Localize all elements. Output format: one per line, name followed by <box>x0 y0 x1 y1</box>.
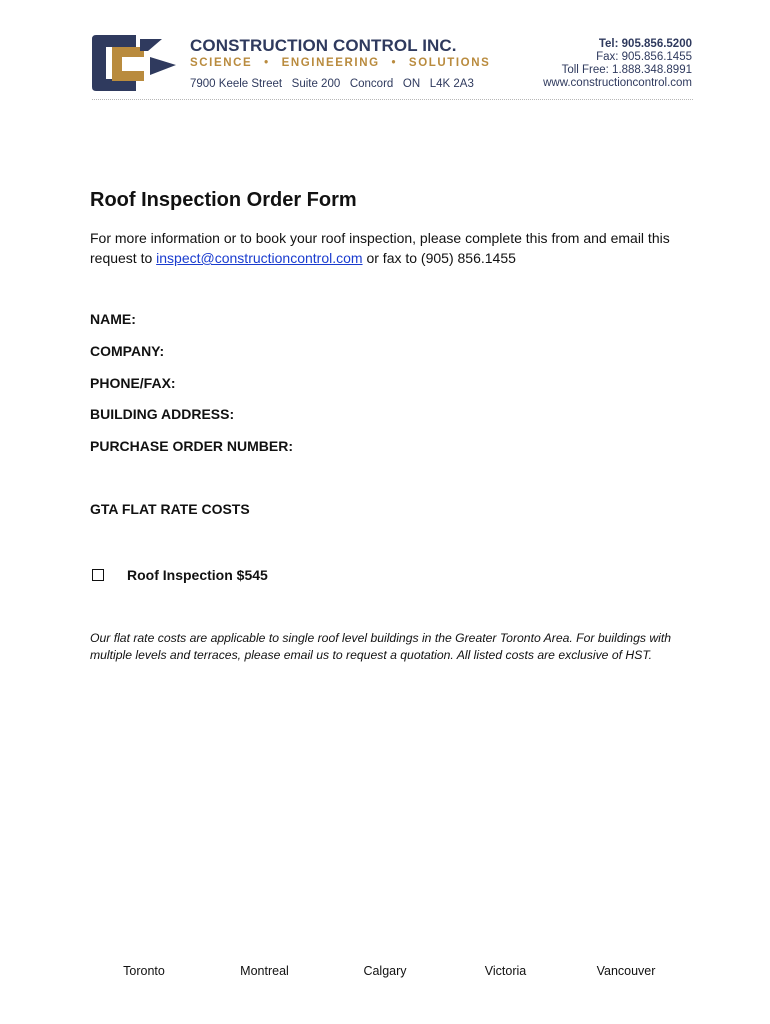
city-calgary: Calgary <box>363 964 407 978</box>
header-divider <box>92 99 693 100</box>
tagline-solutions: SOLUTIONS <box>408 57 491 69</box>
tagline-separator: • <box>264 57 270 69</box>
intro-text: For more information or to book your roof inspection, please complete this from and email this request to <box>90 230 670 266</box>
email-link[interactable]: inspect@constructioncontrol.com <box>156 250 363 266</box>
name-field-label: NAME: <box>90 311 136 327</box>
company-logo <box>92 35 176 91</box>
company-field-label: COMPANY: <box>90 343 165 359</box>
purchase-order-field-label: PURCHASE ORDER NUMBER: <box>90 438 294 454</box>
building-address-field-label: BUILDING ADDRESS: <box>90 406 235 422</box>
tagline-engineering: ENGINEERING <box>281 57 380 69</box>
city-vancouver: Vancouver <box>596 964 656 978</box>
company-address: 7900 Keele Street Suite 200 Concord ON L4K 2A3 <box>190 78 474 90</box>
phone-fax-field-label: PHONE/FAX: <box>90 375 176 391</box>
intro-paragraph <box>90 228 690 268</box>
roof-inspection-option[interactable] <box>92 566 268 584</box>
tagline-science: SCIENCE <box>190 57 253 69</box>
page-title: Roof Inspection Order Form <box>90 189 357 211</box>
office-locations <box>84 964 686 978</box>
contact-block <box>543 38 692 90</box>
website: www.constructioncontrol.com <box>543 77 692 89</box>
roof-inspection-label: Roof Inspection $545 <box>127 567 268 583</box>
city-montreal: Montreal <box>240 964 289 978</box>
company-tagline <box>190 57 490 69</box>
roof-inspection-checkbox[interactable] <box>92 569 104 581</box>
intro-fax-text: or fax to (905) 856.1455 <box>362 250 516 266</box>
city-toronto: Toronto <box>123 964 165 978</box>
city-victoria: Victoria <box>484 964 527 978</box>
company-name: CONSTRUCTION CONTROL INC. <box>190 36 457 55</box>
fax-number: Fax: 905.856.1455 <box>596 51 692 63</box>
flat-rate-section-title: GTA FLAT RATE COSTS <box>90 501 250 517</box>
telephone: Tel: 905.856.5200 <box>598 38 692 50</box>
tagline-separator: • <box>391 57 398 69</box>
pricing-note: Our flat rate costs are applicable to single roof level buildings in the Greater Toronto Area. For buildings with multiple levels and terraces, please email us to request a quotation. All listed costs are exclusive of HST. <box>90 631 672 662</box>
company-logo-mark <box>92 35 176 91</box>
toll-free-number: Toll Free: 1.888.348.8991 <box>561 64 692 76</box>
